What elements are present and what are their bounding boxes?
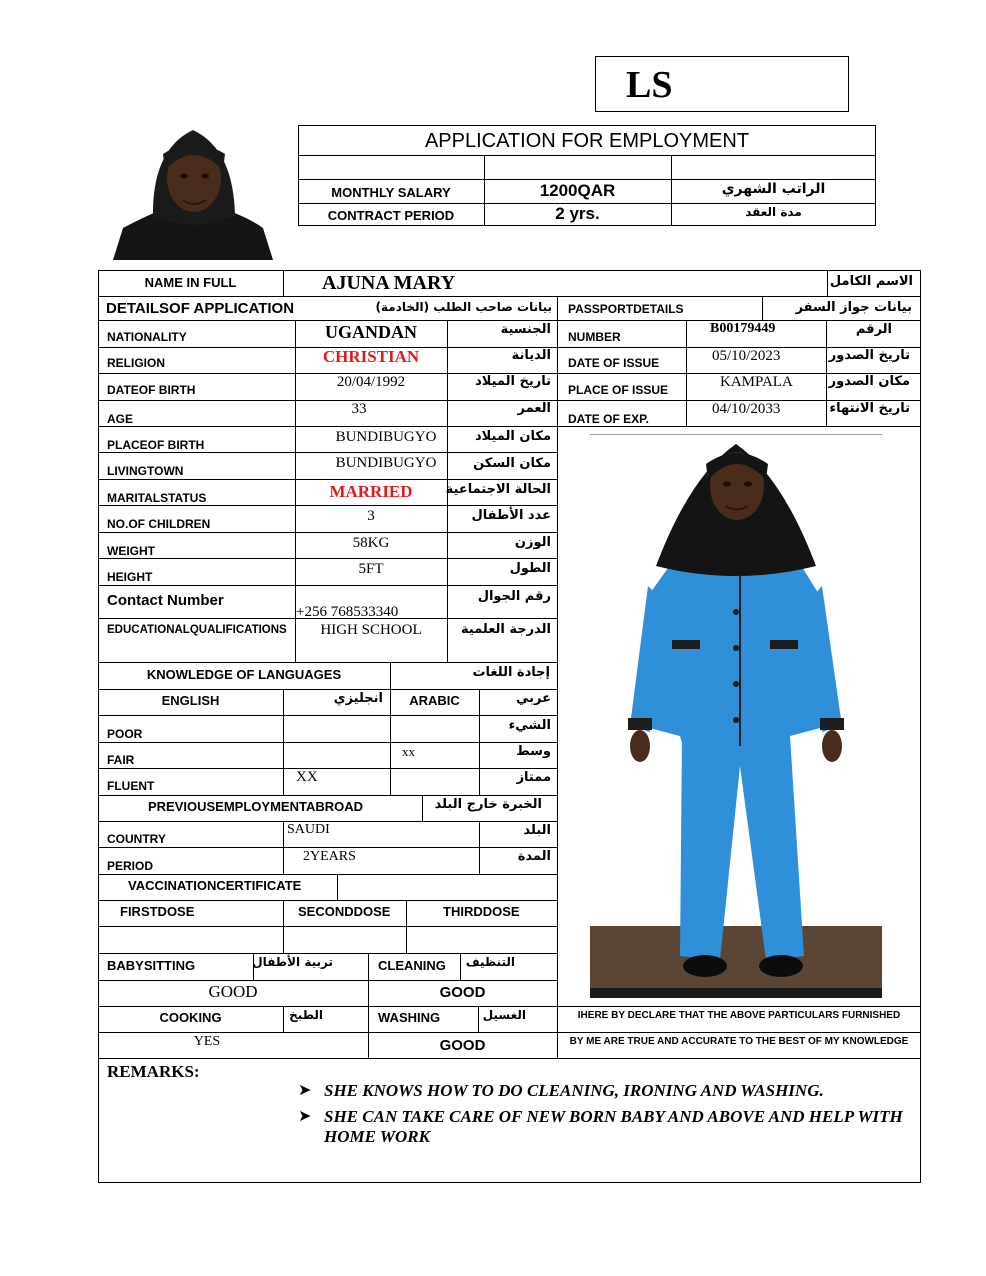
contract-period-ar: مدة العقد — [745, 205, 802, 219]
remark-item-2: SHE CAN TAKE CARE OF NEW BORN BABY AND ABOVE AND HELP WITH HOME WORK — [324, 1107, 903, 1146]
poor-label: POOR — [107, 727, 143, 741]
washing-value: GOOD — [439, 1037, 486, 1054]
portrait-photo — [113, 120, 273, 260]
cooking-value: YES — [193, 1034, 221, 1049]
place-of-birth-label: PLACEOF BIRTH — [107, 438, 205, 452]
age-label: AGE — [107, 412, 134, 426]
poor-ar: الشيء — [508, 718, 551, 733]
date-of-birth-label: DATEOF BIRTH — [107, 383, 196, 397]
period-value: 2YEARS — [303, 849, 356, 864]
date-of-birth-value: 20/04/1992 — [336, 374, 406, 390]
details-ar: بيانات صاحب الطلب (الخادمة) — [375, 300, 552, 314]
monthly-salary-label: MONTHLY SALARY — [331, 185, 451, 200]
issue-date-value: 05/10/2023 — [712, 348, 781, 364]
height-ar: الطول — [509, 561, 551, 576]
name-ar: الاسم الكامل — [829, 274, 913, 289]
fair-label: FAIR — [107, 753, 135, 767]
fluent-ar: ممتاز — [516, 770, 551, 785]
place-of-issue-value: KAMPALA — [720, 374, 793, 390]
row-divider — [98, 452, 557, 453]
details-label: DETAILSOF APPLICATION — [106, 300, 295, 317]
place-of-birth-value: BUNDIBUGYO — [335, 429, 437, 445]
declaration-line-2: BY ME ARE TRUE AND ACCURATE TO THE BEST OF MY KNOWLEDGE — [569, 1036, 909, 1047]
remarks-label: REMARKS: — [107, 1062, 200, 1081]
fluent-english-value: XX — [296, 769, 318, 785]
height-label: HEIGHT — [107, 570, 153, 584]
babysitting-ar: تربية الأطفال — [252, 955, 333, 969]
contract-period-label: CONTRACT PERIOD — [327, 208, 455, 223]
contact-number-label: Contact Number — [107, 592, 224, 609]
cleaning-label: CLEANING — [378, 958, 446, 973]
previous-employment-ar: الخبرة خارج البلد — [434, 797, 542, 812]
living-town-ar: مكان السكن — [473, 456, 551, 471]
monthly-salary-value: 1200QAR — [539, 181, 616, 200]
expiry-date-value: 04/10/2033 — [712, 401, 781, 417]
contract-period-value: 2 yrs. — [555, 204, 600, 223]
row-divider — [98, 558, 557, 559]
education-value: HIGH SCHOOL — [320, 622, 422, 638]
contact-number-ar: رقم الجوال — [477, 589, 551, 604]
name-value: AJUNA MARY — [322, 272, 456, 294]
passport-ar: بيانات جواز السفر — [795, 300, 912, 315]
nationality-ar: الجنسية — [500, 322, 551, 337]
weight-label: WEIGHT — [107, 544, 155, 558]
remark-item-1: SHE KNOWS HOW TO DO CLEANING, IRONING AND WASHING. — [324, 1081, 824, 1100]
education-label: EDUCATIONALQUALIFICATIONS — [107, 624, 287, 636]
arabic-ar: عربي — [515, 691, 551, 706]
babysitting-label: BABYSITTING — [107, 958, 196, 973]
weight-ar: الوزن — [514, 535, 551, 550]
cooking-ar: الطبخ — [289, 1008, 323, 1022]
children-ar: عدد الأطفال — [471, 508, 551, 523]
vaccination-label: VACCINATIONCERTIFICATE — [128, 878, 302, 893]
country-value: SAUDI — [287, 822, 330, 837]
age-ar: العمر — [517, 401, 551, 416]
place-of-birth-ar: مكان الميلاد — [474, 429, 551, 444]
country-label: COUNTRY — [107, 832, 166, 846]
marital-status-value: MARRIED — [329, 482, 413, 501]
english-ar: انجليزي — [333, 691, 383, 706]
marital-status-ar: الحالة الاجتماعية — [445, 482, 551, 497]
name-label: NAME IN FULL — [144, 275, 237, 290]
cooking-label: COOKING — [159, 1010, 222, 1025]
nationality-value: UGANDAN — [325, 322, 417, 342]
remark-bullet-icon: ➤ — [298, 1082, 312, 1099]
remark-bullet-icon: ➤ — [298, 1108, 312, 1125]
age-value: 33 — [351, 401, 367, 417]
cleaning-ar: التنظيف — [465, 955, 515, 969]
code-box — [595, 56, 849, 112]
washing-ar: الغسيل — [482, 1008, 526, 1022]
expiry-date-ar: تاريخ الانتهاء — [829, 401, 910, 416]
cleaning-value: GOOD — [439, 984, 486, 1001]
issue-date-ar: تاريخ الصدور — [828, 348, 910, 363]
application-title: APPLICATION FOR EMPLOYMENT — [424, 130, 750, 152]
issue-date-label: DATE OF ISSUE — [568, 356, 660, 370]
row-divider — [98, 585, 557, 586]
expiry-date-label: DATE OF EXP. — [568, 412, 649, 426]
row-divider — [98, 426, 557, 427]
english-header: ENGLISH — [161, 693, 220, 708]
washing-label: WASHING — [378, 1010, 441, 1025]
period-label: PERIOD — [107, 859, 154, 873]
period-ar: المدة — [517, 849, 551, 864]
place-of-issue-label: PLACE OF ISSUE — [568, 383, 669, 397]
fair-ar: وسط — [516, 744, 551, 759]
code-box-text: LS — [626, 64, 673, 106]
weight-value: 58KG — [352, 535, 390, 551]
languages-ar: إجادة اللغات — [472, 665, 550, 680]
third-dose-label: THIRDDOSE — [443, 904, 520, 919]
place-of-issue-ar: مكان الصدور — [828, 374, 910, 389]
marital-status-label: MARITALSTATUS — [107, 491, 207, 505]
fair-arabic-value: xx — [402, 744, 415, 759]
education-ar: الدرجة العلمية — [461, 622, 551, 637]
row-divider — [98, 505, 557, 506]
passport-number-value: B00179449 — [710, 321, 776, 336]
religion-ar: الديانة — [511, 348, 551, 363]
children-value: 3 — [367, 508, 375, 524]
living-town-label: LIVINGTOWN — [107, 464, 184, 478]
date-of-birth-ar: تاريخ الميلاد — [475, 374, 551, 389]
row-divider — [98, 479, 557, 480]
passport-label: PASSPORTDETAILS — [568, 302, 684, 316]
babysitting-value: GOOD — [208, 982, 258, 1001]
monthly-salary-ar: الراتب الشهري — [721, 181, 826, 197]
height-value: 5FT — [358, 561, 384, 577]
previous-employment-label: PREVIOUSEMPLOYMENTABROAD — [148, 799, 363, 814]
languages-label: KNOWLEDGE OF LANGUAGES — [146, 667, 342, 682]
religion-value: CHRISTIAN — [322, 347, 420, 366]
children-label: NO.OF CHILDREN — [107, 517, 211, 531]
country-ar: البلد — [523, 823, 551, 838]
contact-number-value: +256 768533340 — [296, 604, 399, 620]
first-dose-label: FIRSTDOSE — [120, 904, 195, 919]
living-town-value: BUNDIBUGYO — [335, 455, 437, 471]
row-divider — [98, 532, 557, 533]
full-body-photo — [590, 436, 882, 998]
passport-number-label: NUMBER — [568, 330, 621, 344]
second-dose-label: SECONDDOSE — [298, 904, 391, 919]
passport-number-ar: الرقم — [855, 322, 892, 337]
arabic-header: ARABIC — [409, 693, 460, 708]
fluent-label: FLUENT — [107, 779, 155, 793]
declaration-line-1: IHERE BY DECLARE THAT THE ABOVE PARTICULARS FURNISHED — [577, 1010, 901, 1021]
religion-label: RELIGION — [107, 356, 166, 370]
nationality-label: NATIONALITY — [107, 330, 187, 344]
